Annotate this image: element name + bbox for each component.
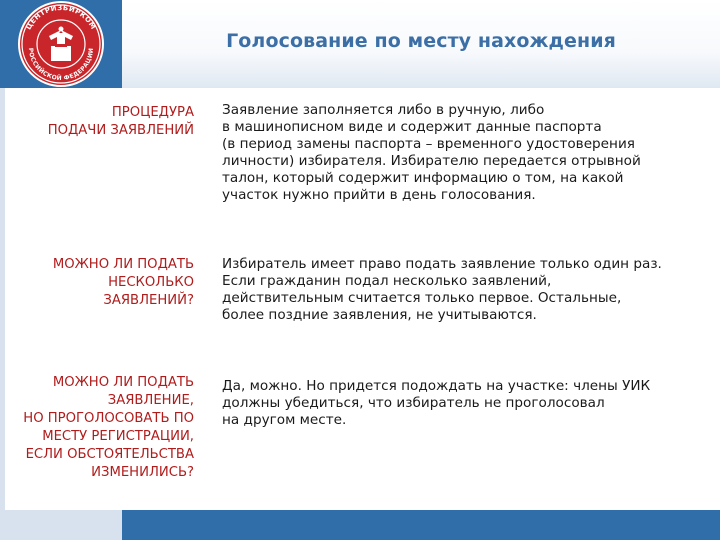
svg-text:ЦЕНТРИЗБИРКОМ: ЦЕНТРИЗБИРКОМ — [24, 3, 98, 32]
slide-footer — [0, 510, 720, 540]
election-commission-emblem-icon — [15, 0, 107, 88]
logo-panel — [0, 0, 122, 88]
answer-text: Заявление заполняется либо в ручную, либо в машинописном виде и содержит данные паспорта (в период замены паспорта – временного удостоверения личности) избирателя. Избирателю передается отрывной талон, который содержит информацию о том, на какой участок нужно прийти в день голосования. — [222, 102, 641, 203]
answer-text: Избиратель имеет право подать заявление только один раз. Если гражданин подал несколько заявлений, действительным считается только первое. Остальные, более поздние заявления, не учитываются. — [222, 256, 662, 323]
footer-left-block — [0, 510, 122, 540]
page-title: Голосование по месту нахождения — [226, 30, 616, 52]
question-text: МОЖНО ЛИ ПОДАТЬ НЕСКОЛЬКО ЗАЯВЛЕНИЙ? — [52, 257, 194, 308]
question-text: ПРОЦЕДУРА ПОДАЧИ ЗАЯВЛЕНИЙ — [47, 105, 194, 138]
svg-text:РОССИЙСКОЙ ФЕДЕРАЦИИ: РОССИЙСКОЙ ФЕДЕРАЦИИ — [26, 47, 96, 83]
question-text: МОЖНО ЛИ ПОДАТЬ ЗАЯВЛЕНИЕ, НО ПРОГОЛОСОВАТЬ ПО МЕСТУ РЕГИСТРАЦИИ, ЕСЛИ ОБСТОЯТЕЛЬСТВА ИЗМЕНИЛИСЬ? — [23, 375, 194, 480]
title-bar — [122, 0, 720, 88]
footer-right-block — [122, 510, 720, 540]
answer-text: Да, можно. Но придется подождать на участке: члены УИК должны убедиться, что избиратель не проголосовал на другом месте. — [222, 378, 651, 428]
slide-header — [0, 0, 720, 88]
